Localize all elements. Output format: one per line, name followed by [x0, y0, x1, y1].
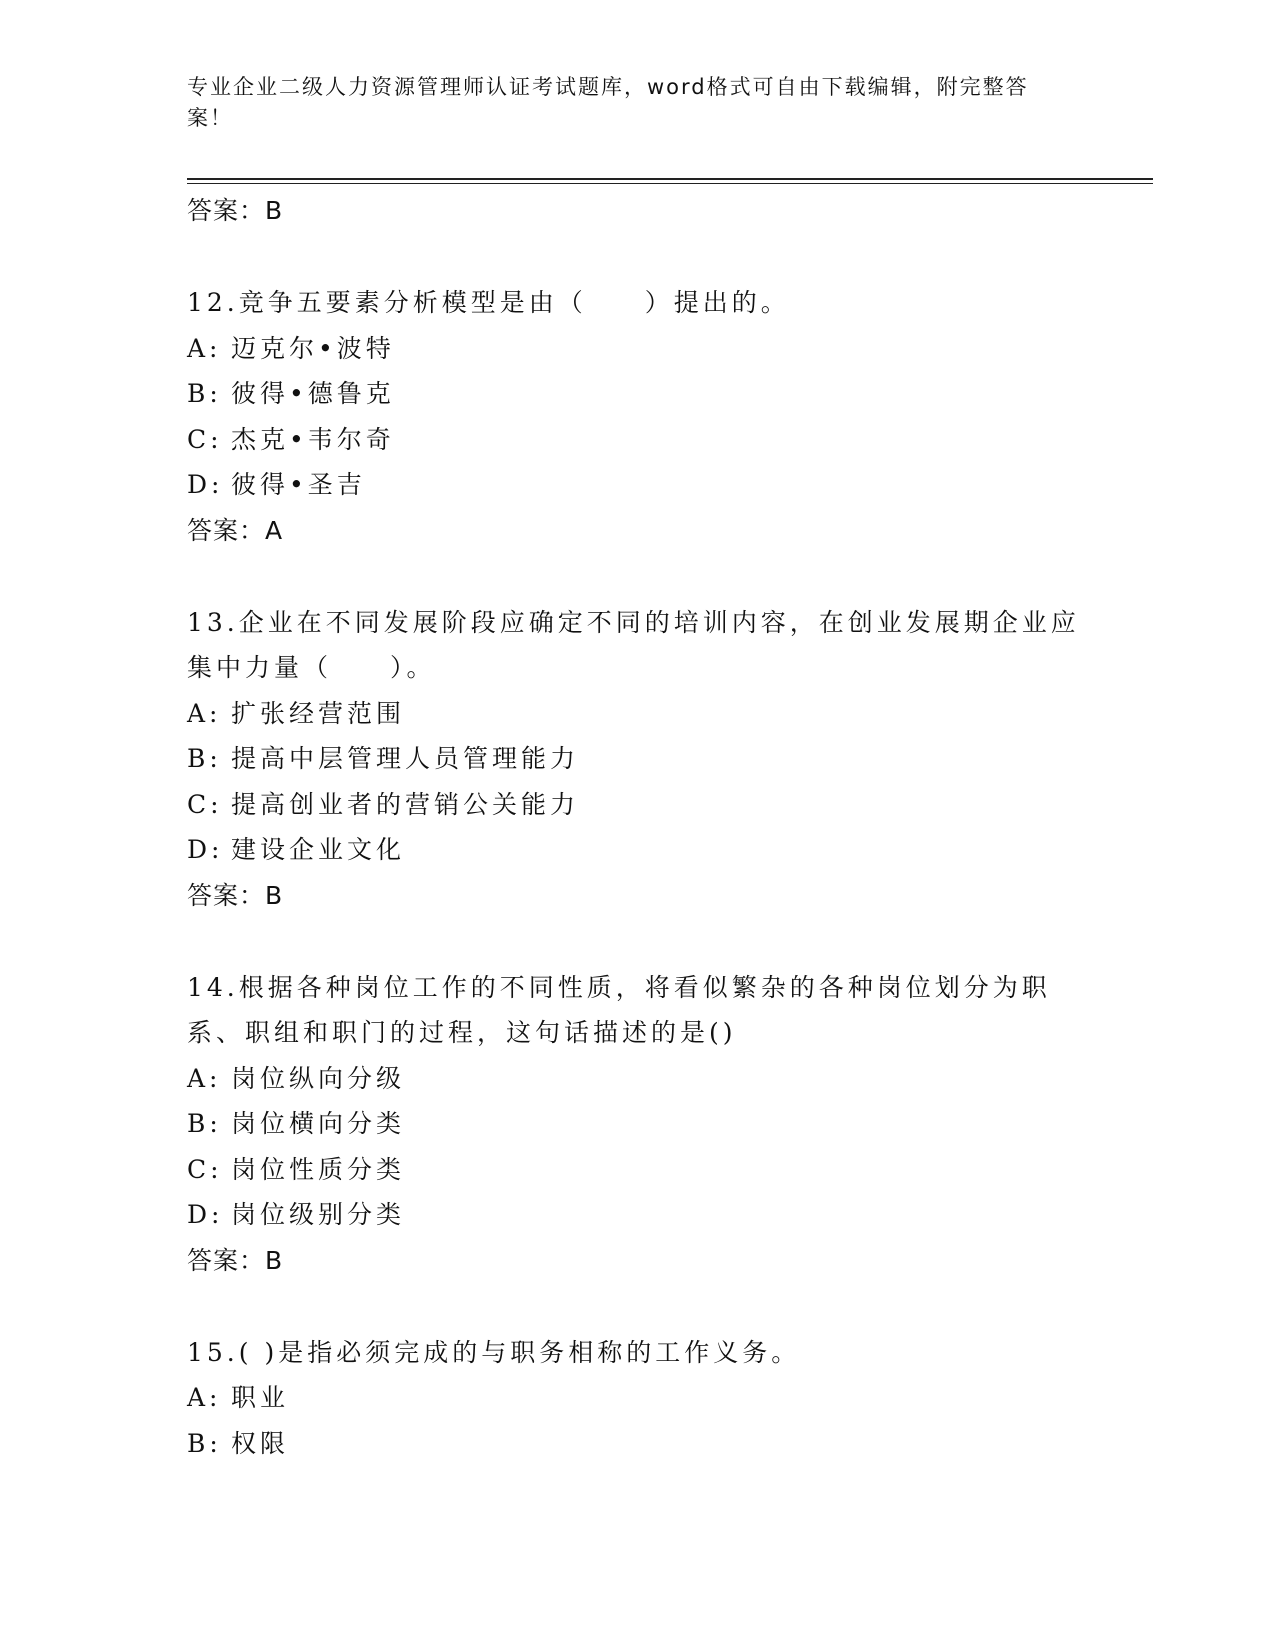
header-rule-thin: [187, 183, 1153, 184]
question-text: 15.( )是指必须完成的与职务相称的工作义务。: [187, 1337, 801, 1367]
option-text: 彼得•圣吉: [231, 470, 366, 499]
question-text: 14.根据各种岗位工作的不同性质，将看似繁杂的各种岗位划分为职系、职组和职门的过程，这句话描述的是(): [187, 972, 1051, 1047]
option-c: [187, 1147, 1087, 1193]
question-text: 13.企业在不同发展阶段应确定不同的培训内容，在创业发展期企业应集中力量（ ）。: [187, 607, 1080, 682]
option-a: [187, 1056, 1087, 1102]
answer-13: 答案：B: [187, 880, 284, 910]
question-text: 12.竞争五要素分析模型是由（ ）提出的。: [187, 288, 790, 317]
option-letter: A:: [187, 1063, 222, 1093]
option-d: [187, 1192, 1087, 1238]
answer-14: 答案：B: [187, 1245, 284, 1275]
answer-12: 答案：A: [187, 515, 284, 545]
option-d: [187, 827, 1087, 873]
option-letter: B:: [187, 379, 222, 408]
option-letter: D:: [187, 835, 224, 864]
option-b: [187, 371, 1087, 417]
option-text: 提高创业者的营销公关能力: [231, 789, 580, 819]
option-letter: C:: [187, 1154, 223, 1184]
option-letter: C:: [187, 789, 223, 819]
header-rule-thick: [187, 178, 1153, 180]
option-text: 提高中层管理人员管理能力: [231, 744, 580, 773]
question-15: [187, 1330, 1087, 1467]
option-letter: D:: [187, 470, 224, 499]
option-c: [187, 417, 1087, 463]
option-d: [187, 462, 1087, 508]
option-a: [187, 691, 1087, 737]
option-letter: B:: [187, 1428, 222, 1458]
option-text: 杰克•韦尔奇: [231, 424, 395, 454]
option-text: 权限: [231, 1428, 290, 1458]
question-13: [187, 600, 1087, 919]
option-text: 扩张经营范围: [231, 698, 406, 728]
question-14: [187, 965, 1087, 1284]
option-text: 建设企业文化: [231, 835, 406, 864]
page-header: 专业企业二级人力资源管理师认证考试题库，word格式可自由下载编辑，附完整答案！: [187, 75, 1029, 130]
option-text: 岗位横向分类: [231, 1109, 406, 1138]
option-letter: A:: [187, 698, 222, 728]
option-letter: A:: [187, 1383, 222, 1412]
option-letter: B:: [187, 744, 222, 773]
option-text: 岗位性质分类: [231, 1154, 406, 1184]
option-b: [187, 736, 1087, 782]
option-letter: C:: [187, 424, 223, 454]
option-c: [187, 782, 1087, 828]
option-a: [187, 326, 1087, 372]
option-b: [187, 1101, 1087, 1147]
option-letter: D:: [187, 1200, 224, 1229]
spacer: [187, 1284, 1087, 1330]
option-text: 彼得•德鲁克: [231, 379, 395, 408]
answer-previous: 答案：B: [187, 196, 284, 225]
option-text: 岗位纵向分级: [231, 1063, 406, 1093]
spacer: [187, 554, 1087, 600]
spacer: [187, 919, 1087, 965]
option-a: [187, 1375, 1087, 1421]
option-b: [187, 1421, 1087, 1467]
option-letter: B:: [187, 1109, 222, 1138]
option-letter: A:: [187, 333, 222, 363]
question-list: [187, 188, 1087, 1466]
question-12: [187, 280, 1087, 554]
option-text: 职业: [231, 1383, 290, 1412]
spacer: [187, 234, 1087, 280]
option-text: 岗位级别分类: [231, 1200, 406, 1229]
option-text: 迈克尔•波特: [231, 333, 395, 363]
